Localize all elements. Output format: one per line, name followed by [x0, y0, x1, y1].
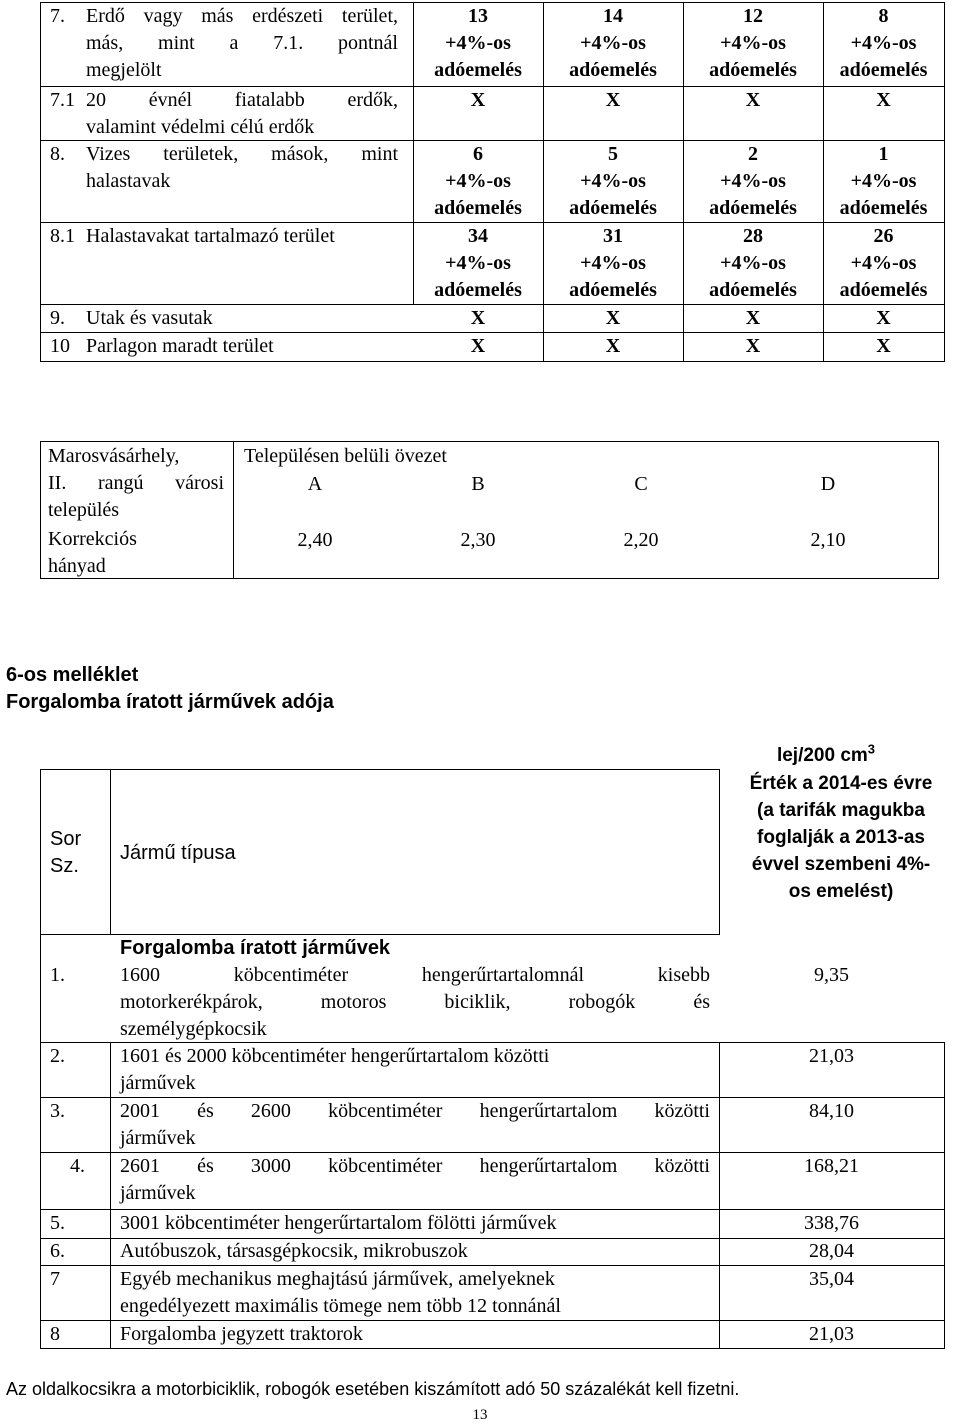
- not-applicable-mark: X: [876, 89, 891, 111]
- tax-value: 26: [873, 225, 894, 247]
- place-label: Marosvásárhely,: [48, 445, 180, 467]
- place-label: II. rangú városi: [48, 472, 224, 494]
- not-applicable-mark: X: [605, 89, 621, 111]
- tax-increase-label: adóemelés: [839, 279, 928, 301]
- vehicle-type: engedélyezett maximális tömege nem több 12 tonnánál: [120, 1295, 561, 1317]
- value-header: Érték a 2014-es évre (a tarifák magukba foglalják a 2013-as évvel szembeni 4%- os emelést): [749, 773, 933, 902]
- tax-increase-label: adóemelés: [839, 59, 928, 81]
- row-number: 6.: [50, 1240, 65, 1262]
- tax-value: 6: [473, 143, 483, 165]
- row-number: 7.1: [50, 89, 75, 111]
- annex-title: 6-os melléklet: [6, 664, 139, 686]
- tax-increase: +4%-os: [445, 170, 511, 192]
- not-applicable-mark: X: [745, 89, 761, 111]
- tax-increase-label: adóemelés: [569, 197, 657, 219]
- not-applicable-mark: X: [470, 307, 486, 329]
- column-header-sor: Sor: [50, 828, 82, 850]
- tax-increase-label: adóemelés: [709, 197, 797, 219]
- tax-increase: +4%-os: [720, 170, 786, 192]
- tax-value: 8: [878, 5, 889, 27]
- row-label: megjelölt: [86, 59, 162, 81]
- factor-label: Korrekciós: [48, 528, 137, 550]
- not-applicable-mark: X: [745, 307, 761, 329]
- zone-label: A: [307, 473, 323, 495]
- annex-subtitle: Forgalomba íratott járművek adója: [6, 691, 334, 713]
- place-label: település: [48, 499, 120, 521]
- not-applicable-mark: X: [745, 335, 761, 357]
- row-label: Utak és vasutak: [86, 307, 213, 329]
- row-number: 2.: [50, 1045, 65, 1067]
- tax-increase-label: adóemelés: [709, 59, 797, 81]
- tax-increase: +4%-os: [445, 32, 511, 54]
- row-number: 9.: [50, 307, 65, 329]
- row-number: 5.: [50, 1212, 65, 1234]
- row-number: 1.: [50, 964, 65, 986]
- tax-value: 168,21: [804, 1155, 859, 1177]
- vehicle-type: Forgalomba jegyzett traktorok: [120, 1323, 363, 1345]
- tax-value: 5: [608, 143, 618, 165]
- vehicle-type: járművek: [120, 1072, 196, 1094]
- vehicle-type: 3001 köbcentiméter hengerűrtartalom fölötti járművek: [120, 1212, 557, 1234]
- factor-value: 2,10: [810, 529, 846, 551]
- tax-increase: +4%-os: [720, 252, 786, 274]
- row-number: 3.: [50, 1100, 65, 1122]
- factor-value: 2,40: [297, 529, 333, 551]
- tax-increase: +4%-os: [445, 252, 511, 274]
- vehicle-type: Egyéb mechanikus meghajtású járművek, amelyeknek: [120, 1268, 555, 1290]
- row-number: 7.: [50, 5, 65, 27]
- row-label: Vizes területek, mások, mint: [86, 143, 398, 165]
- not-applicable-mark: X: [605, 335, 621, 357]
- tax-value: 14: [603, 5, 623, 27]
- tax-increase: +4%-os: [580, 170, 646, 192]
- tax-increase-label: adóemelés: [839, 197, 928, 219]
- tax-increase: +4%-os: [720, 32, 786, 54]
- tax-increase: +4%-os: [850, 252, 917, 274]
- vehicle-type: 2601 és 3000 köbcentiméter hengerűrtartalom közötti: [120, 1155, 710, 1177]
- row-label: 20 évnél fiatalabb erdők,: [86, 89, 398, 111]
- factor-value: 2,30: [460, 529, 496, 551]
- row-number: 7: [50, 1268, 60, 1290]
- row-number: 8.1: [50, 225, 75, 247]
- tax-increase: +4%-os: [580, 252, 646, 274]
- tax-value: 338,76: [804, 1212, 859, 1234]
- tax-value: 21,03: [809, 1045, 854, 1067]
- tax-value: 13: [468, 5, 488, 27]
- row-number: 4.: [70, 1155, 85, 1177]
- column-header-sz: Sz.: [50, 855, 79, 877]
- tax-value: 35,04: [809, 1268, 854, 1290]
- tax-value: 21,03: [809, 1323, 854, 1345]
- tax-increase-label: adóemelés: [709, 279, 797, 301]
- row-number: 10: [50, 335, 70, 357]
- tax-value: 9,35: [814, 964, 849, 986]
- tax-increase-label: adóemelés: [569, 59, 657, 81]
- tax-increase: +4%-os: [580, 32, 646, 54]
- tax-increase-label: adóemelés: [434, 279, 522, 301]
- tax-value: 84,10: [809, 1100, 854, 1122]
- vehicle-type: motorkerékpárok, motoros biciklik, robogók és: [120, 991, 710, 1013]
- vehicle-type: személygépkocsik: [120, 1018, 267, 1040]
- tax-value: 1: [878, 143, 889, 165]
- factor-value: 2,20: [623, 529, 659, 551]
- not-applicable-mark: X: [470, 89, 486, 111]
- tax-increase: +4%-os: [850, 32, 917, 54]
- zone-label: C: [634, 473, 648, 495]
- row-label: más, mint a 7.1. pontnál: [86, 32, 398, 54]
- vehicle-type: 1600 köbcentiméter hengerűrtartalomnál kisebb: [120, 964, 710, 986]
- zone-label: D: [820, 473, 836, 495]
- tax-value: 28,04: [809, 1240, 854, 1262]
- tax-value: 28: [743, 225, 763, 247]
- section-title: Forgalomba íratott járművek: [120, 937, 391, 959]
- factor-label: hányad: [48, 555, 106, 577]
- tax-value: 34: [468, 225, 488, 247]
- tax-increase-label: adóemelés: [434, 59, 522, 81]
- footnote: Az oldalkocsikra a motorbiciklik, robogók esetében kiszámított adó 50 százalékát kell fizetni.: [6, 1379, 740, 1399]
- tax-increase: +4%-os: [850, 170, 917, 192]
- row-label: valamint védelmi célú erdők: [86, 116, 315, 138]
- tax-value: 2: [748, 143, 758, 165]
- tax-increase-label: adóemelés: [434, 197, 522, 219]
- vehicle-type: járművek: [120, 1127, 196, 1149]
- tax-increase-label: adóemelés: [569, 279, 657, 301]
- tax-value: 31: [603, 225, 623, 247]
- not-applicable-mark: X: [876, 307, 891, 329]
- not-applicable-mark: X: [470, 335, 486, 357]
- row-label: Parlagon maradt terület: [86, 335, 274, 357]
- not-applicable-mark: X: [876, 335, 891, 357]
- row-number: 8.: [50, 143, 65, 165]
- zone-label: B: [471, 473, 485, 495]
- unit-header: lej/200 $cm^3$: [776, 741, 876, 766]
- page-number: 13: [472, 1407, 488, 1423]
- vehicle-type: járművek: [120, 1182, 196, 1204]
- row-label: Halastavakat tartalmazó terület: [86, 225, 335, 247]
- not-applicable-mark: X: [605, 307, 621, 329]
- row-number: 8: [50, 1323, 60, 1345]
- vehicle-type: 2001 és 2600 köbcentiméter hengerűrtartalom közötti: [120, 1100, 710, 1122]
- column-header-type: Jármű típusa: [120, 842, 236, 864]
- vehicle-type: 1601 és 2000 köbcentiméter hengerűrtartalom közötti: [120, 1045, 550, 1067]
- row-label: halastavak: [86, 170, 171, 192]
- row-label: Erdő vagy más erdészeti terület,: [86, 5, 398, 27]
- vehicle-type: Autóbuszok, társasgépkocsik, mikrobuszok: [120, 1240, 468, 1262]
- zone-title: Településen belüli övezet: [244, 445, 447, 467]
- tax-value: 12: [743, 5, 763, 27]
